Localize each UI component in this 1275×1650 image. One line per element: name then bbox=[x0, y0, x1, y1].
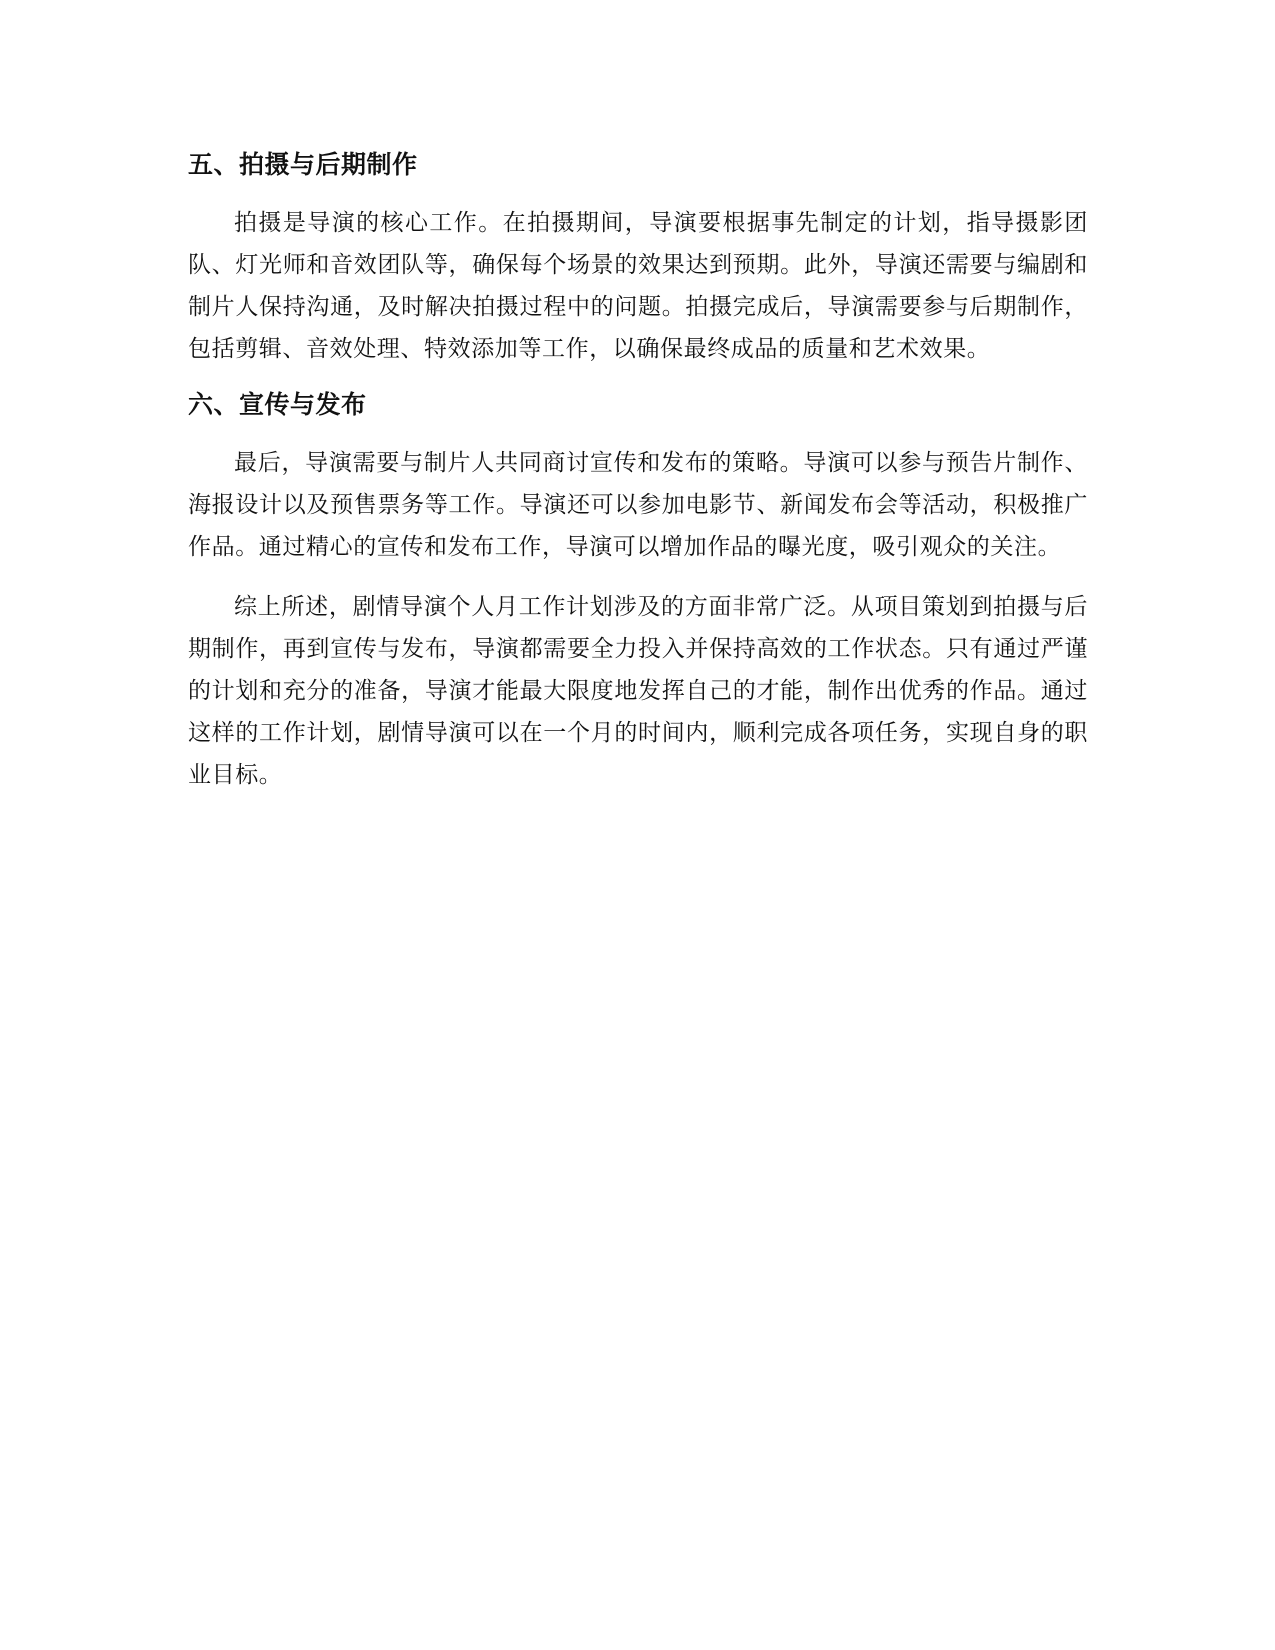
paragraph-summary: 综上所述，剧情导演个人月工作计划涉及的方面非常广泛。从项目策划到拍摄与后期制作，再到宣传与发布，导演都需要全力投入并保持高效的工作状态。只有通过严谨的计划和充分的准备，导演才能最大限度地发挥自己的才能，制作出优秀的作品。通过这样的工作计划，剧情导演可以在一个月的时间内，顺利完成各项任务，实现自身的职业目标。 bbox=[188, 594, 1088, 788]
section-heading: 五、拍摄与后期制作 bbox=[188, 150, 418, 179]
document-body bbox=[188, 148, 1088, 814]
paragraph: 拍摄是导演的核心工作。在拍摄期间，导演要根据事先制定的计划，指导摄影团队、灯光师和音效团队等，确保每个场景的效果达到预期。此外，导演还需要与编剧和制片人保持沟通，及时解决拍摄过程中的问题。拍摄完成后，导演需要参与后期制作，包括剪辑、音效处理、特效添加等工作，以确保最终成品的质量和艺术效果。 bbox=[188, 210, 1088, 362]
section-promotion-release bbox=[188, 388, 1088, 796]
paragraph: 最后，导演需要与制片人共同商讨宣传和发布的策略。导演可以参与预告片制作、海报设计以及预售票务等工作。导演还可以参加电影节、新闻发布会等活动，积极推广作品。通过精心的宣传和发布工作，导演可以增加作品的曝光度，吸引观众的关注。 bbox=[188, 450, 1088, 560]
section-shooting-postproduction bbox=[188, 148, 1088, 370]
section-heading: 六、宣传与发布 bbox=[188, 390, 367, 419]
